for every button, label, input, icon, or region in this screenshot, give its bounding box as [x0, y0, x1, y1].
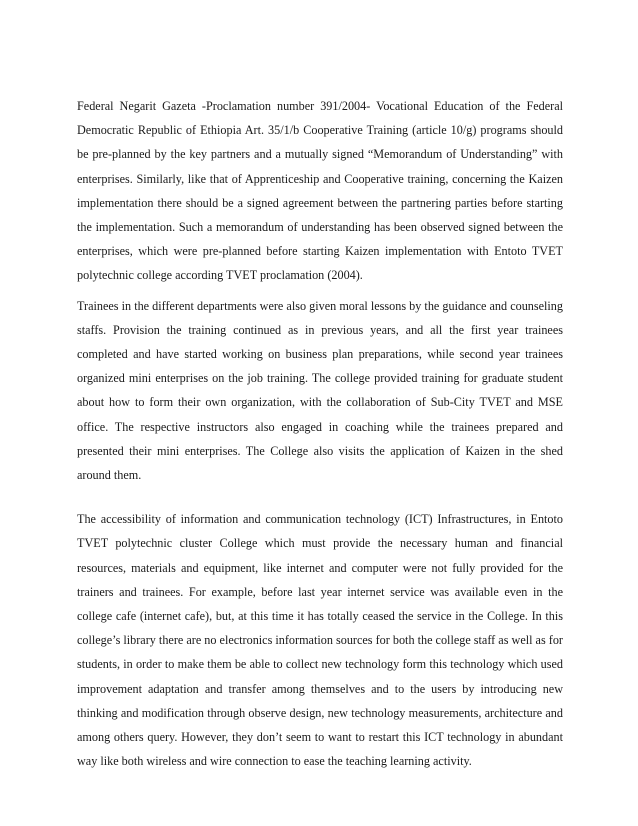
document-body [77, 94, 563, 773]
paragraph-ict-accessibility: The accessibility of information and communication technology (ICT) Infrastructures, in Entoto TVET polytechnic cluster College which must provide the necessary human and financial resources, materials and equipment, like internet and computer were not fully provided for the trainers and trainees. For example, before last year internet service was available even in the college cafe (internet cafe), but, at this time it has totally ceased the service in the College. In this college’s library there are no electronics information sources for both the college staff as well as for students, in order to make them be able to collect new technology form this technology which used improvement adaptation and transfer among themselves and to the users by introducing new thinking and modification through observe design, new technology measurements, architecture and among others query. However, they don’t seem to want to restart this ICT technology in abundant way like both wireless and wire connection to ease the teaching learning activity. [77, 512, 563, 769]
paragraph-trainees: Trainees in the different departments were also given moral lessons by the guidance and counseling staffs. Provision the training continued as in previous years, and all the first year trainees completed and have started working on business plan preparations, while second year trainees organized mini enterprises on the job training. The college provided training for graduate student about how to form their own organization, with the collaboration of Sub-City TVET and MSE office. The respective instructors also engaged in coaching while the trainees prepared and presented their mini enterprises. The College also visits the application of Kaizen in the shed around them. [77, 298, 563, 483]
paragraph-proclamation: Federal Negarit Gazeta -Proclamation number 391/2004- Vocational Education of the Federal Democratic Republic of Ethiopia Art. 35/1/b Cooperative Training (article 10/g) programs should be pre-planned by the key partners and a mutually signed “Memorandum of Understanding” with enterprises. Similarly, like that of Apprenticeship and Cooperative training, concerning the Kaizen implementation there should be a signed agreement between the partnering parties before starting the implementation. Such a memorandum of understanding has been observed signed between the enterprises, which were pre-planned before starting Kaizen implementation with Entoto TVET polytechnic college according TVET proclamation (2004). [77, 99, 563, 283]
